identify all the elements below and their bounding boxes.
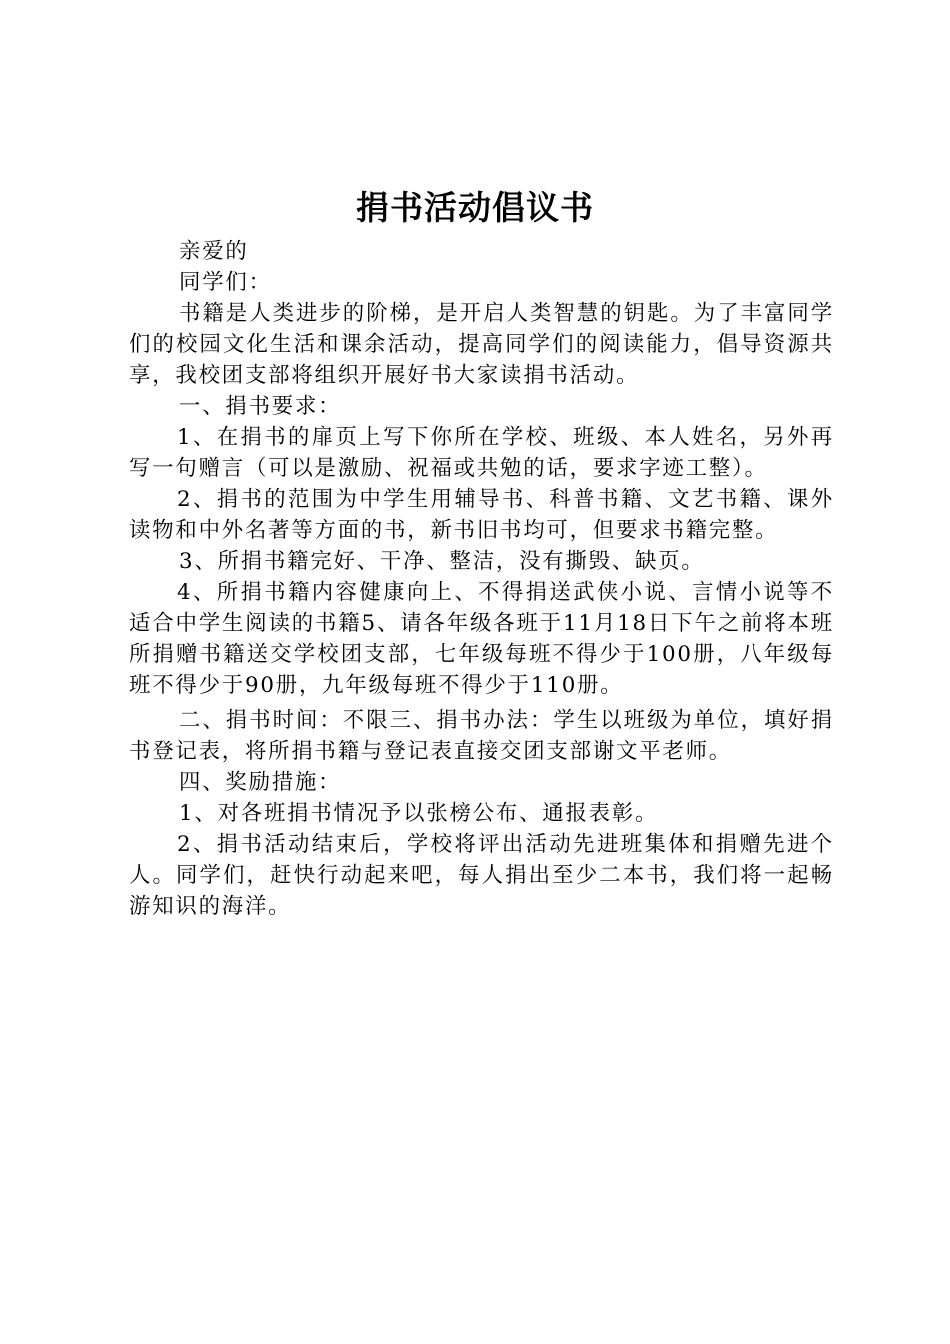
requirement-item-1: 1、在捐书的扉页上写下你所在学校、班级、本人姓名，另外再写一句赠言（可以是激励、祝福或共勉的话，要求字迹工整）。 (129, 425, 834, 481)
reward-item-2: 2、捐书活动结束后，学校将评出活动先进班集体和捐赠先进个人。同学们，赶快行动起来吧，每人捐出至少二本书，我们将一起畅游知识的海洋。 (129, 832, 834, 919)
requirement-item-4-5: 4、所捐书籍内容健康向上、不得捐送武侠小说、言情小说等不适合中学生阅读的书籍5、请各年级各班于11月18日下午之前将本班所捐赠书籍送交学校团支部，七年级每班不得少于100册，八年级每班不得少于90册，九年级每班不得少于110册。 (129, 580, 834, 698)
document-title: 捐书活动倡议书 (356, 188, 594, 227)
intro-paragraph: 书籍是人类进步的阶梯，是开启人类智慧的钥匙。为了丰富同学们的校园文化生活和课余活动，提高同学们的阅读能力，倡导资源共享，我校团支部将组织开展好书大家读捐书活动。 (129, 301, 834, 388)
requirement-item-3: 3、所捐书籍完好、干净、整洁，没有撕毁、缺页。 (179, 549, 705, 574)
reward-item-1: 1、对各班捐书情况予以张榜公布、通报表彰。 (179, 801, 659, 826)
salutation-line-2: 同学们： (179, 270, 272, 295)
section-heading-requirements: 一、捐书要求： (179, 394, 342, 419)
document-body (129, 236, 834, 922)
salutation-line-1: 亲爱的 (179, 239, 249, 264)
section-time-method: 二、捐书时间：不限三、捐书办法：学生以班级为单位，填好捐书登记表，将所捐书籍与登记表直接交团支部谢文平老师。 (129, 708, 834, 764)
section-heading-rewards: 四、奖励措施： (179, 770, 342, 795)
requirement-item-2: 2、捐书的范围为中学生用辅导书、科普书籍、文艺书籍、课外读物和中外名著等方面的书，新书旧书均可，但要求书籍完整。 (129, 487, 834, 543)
